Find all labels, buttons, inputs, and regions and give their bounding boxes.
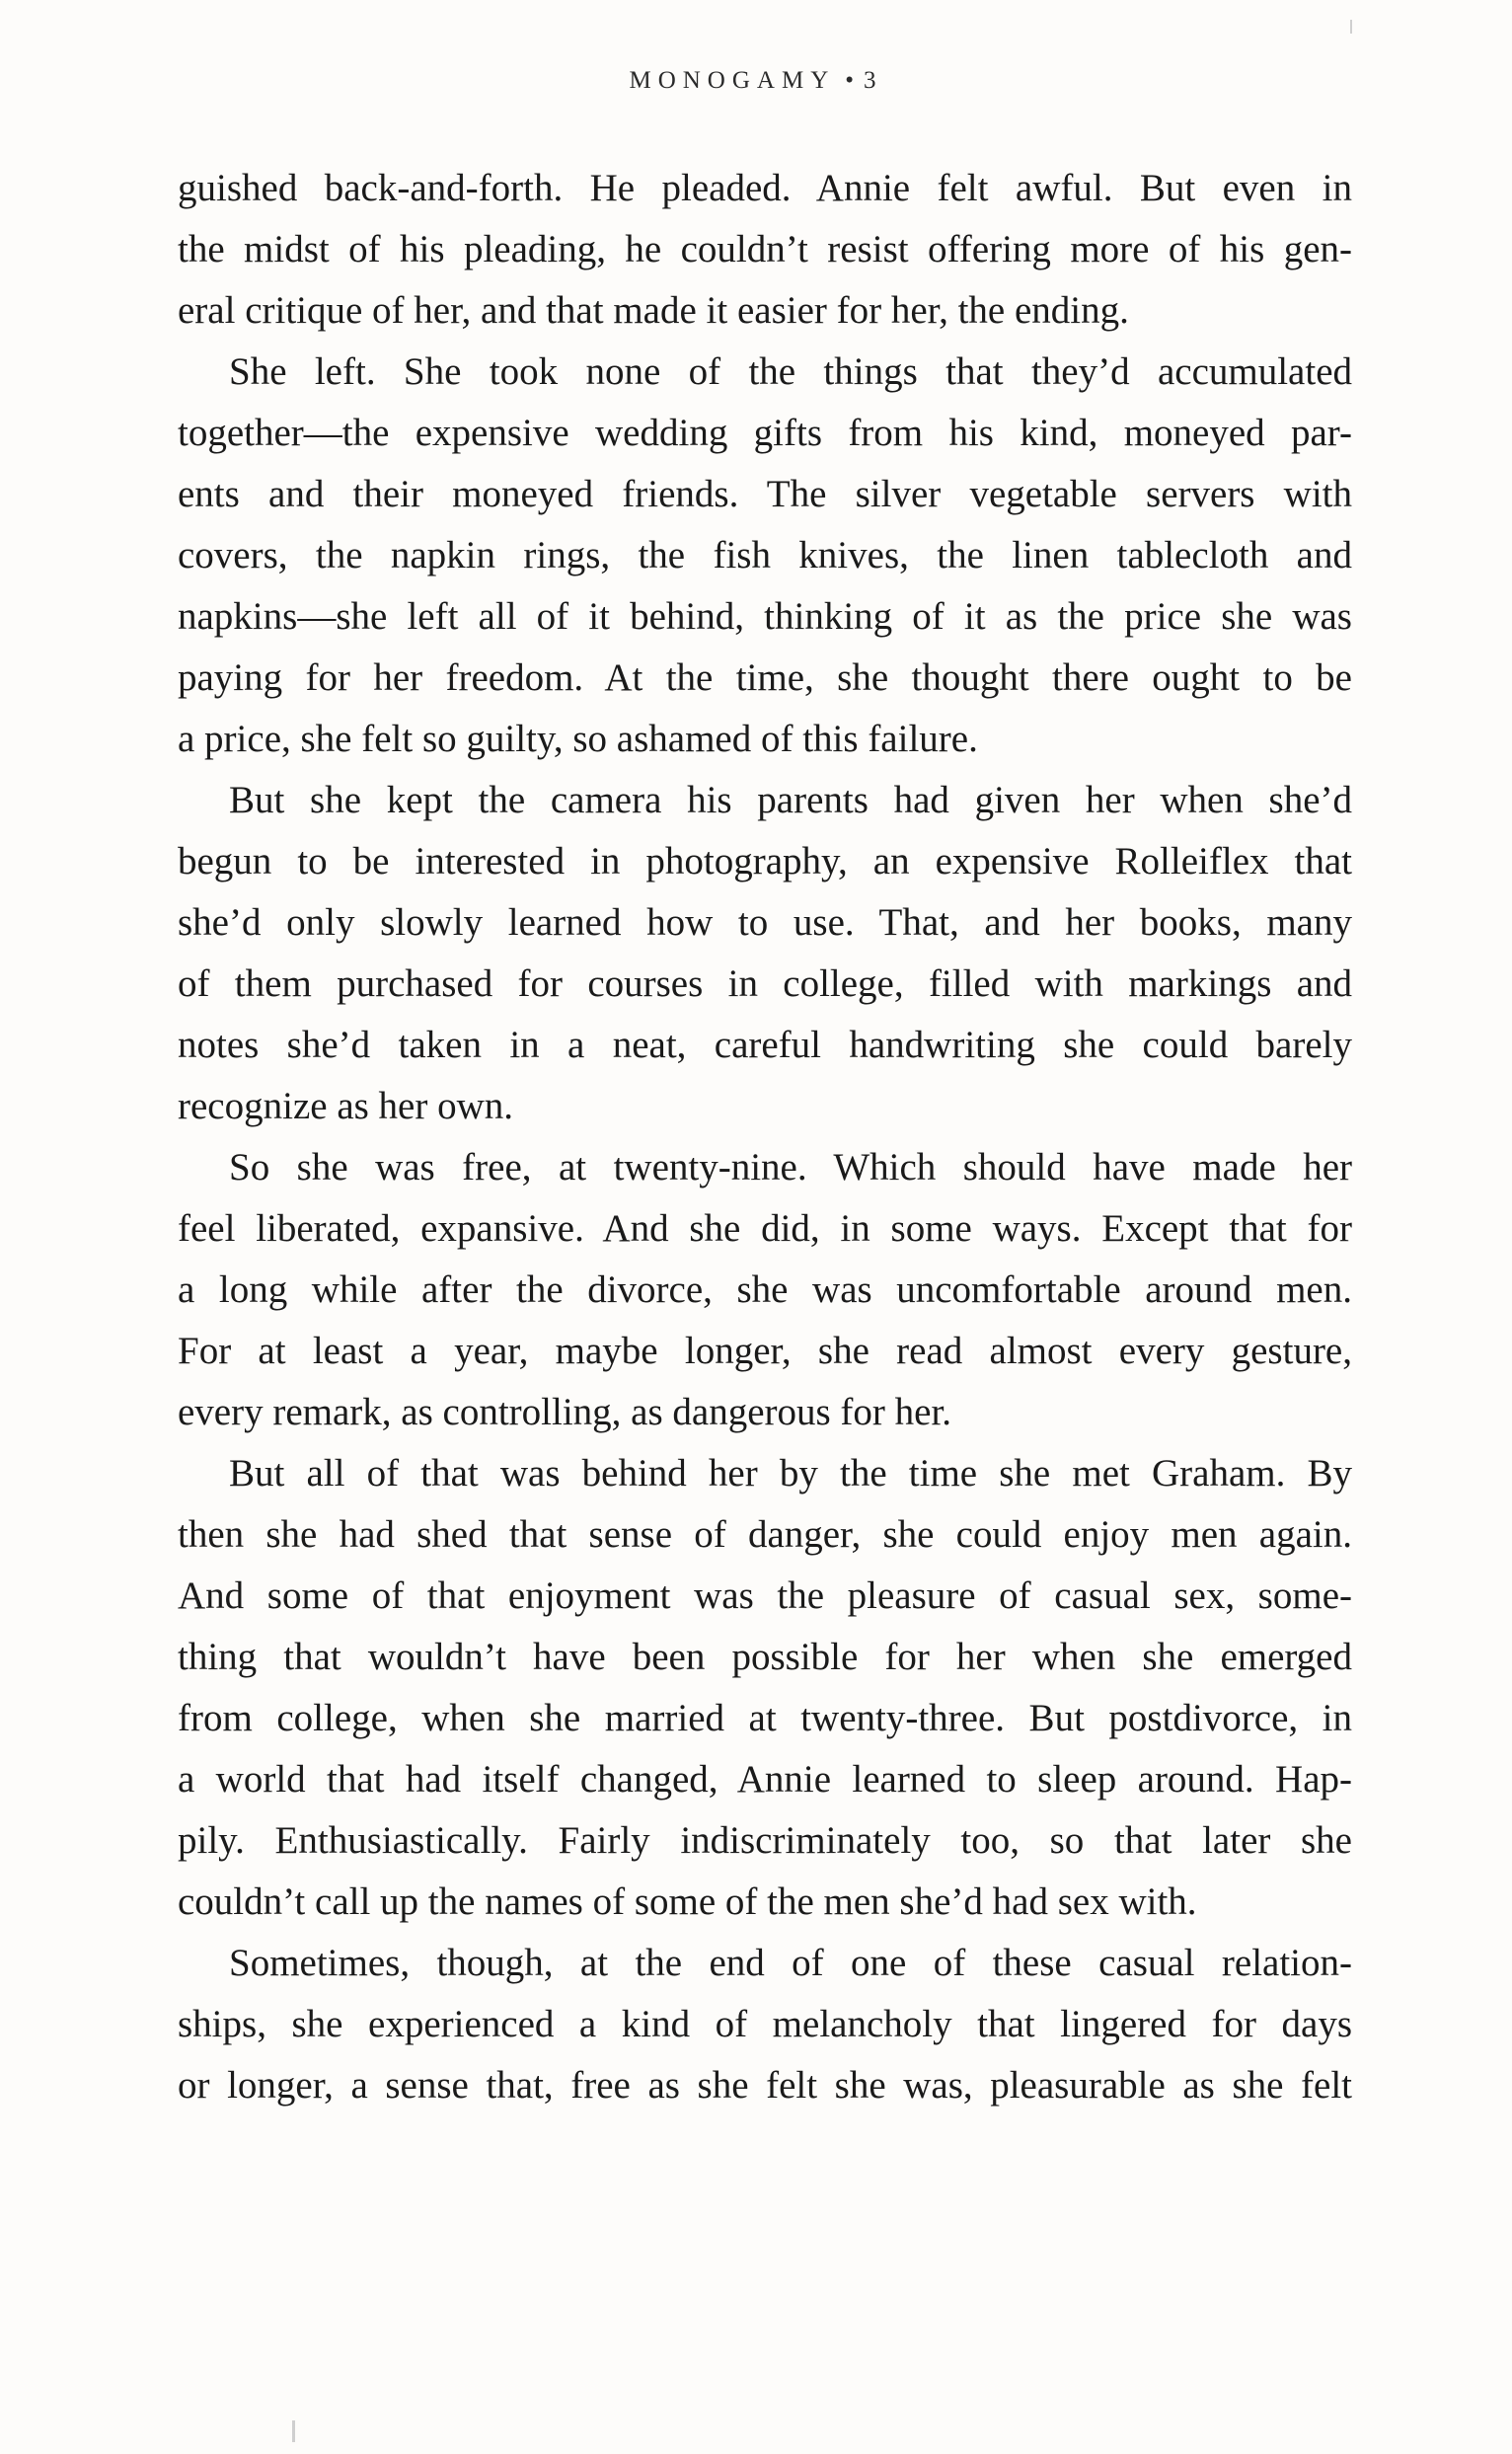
text-line: notes she’d taken in a neat, careful handwriting she could barely bbox=[178, 1024, 1352, 1066]
text-line: a price, she felt so guilty, so ashamed of this failure. bbox=[178, 718, 978, 760]
text-line: covers, the napkin rings, the fish knives, the linen tablecloth and bbox=[178, 534, 1352, 576]
text-line: pily. Enthusiastically. Fairly indiscriminately too, so that later she bbox=[178, 1819, 1352, 1862]
body-text bbox=[178, 158, 1352, 2116]
text-line: ents and their moneyed friends. The silver vegetable servers with bbox=[178, 473, 1352, 515]
text-line: eral critique of her, and that made it easier for her, the ending. bbox=[178, 289, 1129, 332]
text-line: a long while after the divorce, she was uncomfortable around men. bbox=[178, 1268, 1352, 1311]
text-line: But all of that was behind her by the time she met Graham. By bbox=[229, 1452, 1352, 1495]
scan-speck bbox=[1350, 20, 1352, 34]
text-line: feel liberated, expansive. And she did, in some ways. Except that for bbox=[178, 1207, 1352, 1250]
text-line: every remark, as controlling, as dangerous for her. bbox=[178, 1391, 952, 1433]
text-line: a world that had itself changed, Annie learned to sleep around. Hap- bbox=[178, 1758, 1352, 1801]
text-line: of them purchased for courses in college, filled with markings and bbox=[178, 962, 1352, 1005]
running-head bbox=[0, 67, 1512, 95]
text-line: paying for her freedom. At the time, she thought there ought to be bbox=[178, 656, 1352, 699]
text-line: thing that wouldn’t have been possible for her when she emerged bbox=[178, 1636, 1352, 1678]
text-line: from college, when she married at twenty-three. But postdivorce, in bbox=[178, 1697, 1352, 1739]
text-line: napkins—she left all of it behind, thinking of it as the price she was bbox=[178, 595, 1352, 638]
text-line: the midst of his pleading, he couldn’t resist offering more of his gen- bbox=[178, 228, 1352, 270]
text-line: guished back-and-forth. He pleaded. Annie felt awful. But even in bbox=[178, 167, 1352, 209]
text-line: ships, she experienced a kind of melancholy that lingered for days bbox=[178, 2003, 1352, 2045]
text-line: she’d only slowly learned how to use. That, and her books, many bbox=[178, 901, 1352, 944]
text-line: together—the expensive wedding gifts from his kind, moneyed par- bbox=[178, 412, 1352, 454]
text-line: begun to be interested in photography, an expensive Rolleiflex that bbox=[178, 840, 1352, 882]
text-line: Sometimes, though, at the end of one of these casual relation- bbox=[229, 1942, 1352, 1984]
text-line: then she had shed that sense of danger, she could enjoy men again. bbox=[178, 1513, 1352, 1556]
text-line: couldn’t call up the names of some of the men she’d had sex with. bbox=[178, 1880, 1197, 1923]
page-number: 3 bbox=[864, 67, 883, 94]
text-line: recognize as her own. bbox=[178, 1085, 514, 1127]
running-head-title: MONOGAMY bbox=[629, 67, 836, 94]
text-line: or longer, a sense that, free as she felt she was, pleasurable as she felt bbox=[178, 2064, 1352, 2107]
text-line: She left. She took none of the things that they’d accumulated bbox=[229, 350, 1352, 393]
text-line: So she was free, at twenty-nine. Which should have made her bbox=[229, 1146, 1352, 1189]
running-head-separator: • bbox=[845, 67, 855, 94]
text-line: For at least a year, maybe longer, she read almost every gesture, bbox=[178, 1330, 1352, 1372]
text-line: But she kept the camera his parents had given her when she’d bbox=[229, 779, 1352, 821]
text-line: And some of that enjoyment was the pleasure of casual sex, some- bbox=[178, 1574, 1352, 1617]
scan-speck bbox=[292, 2420, 295, 2442]
